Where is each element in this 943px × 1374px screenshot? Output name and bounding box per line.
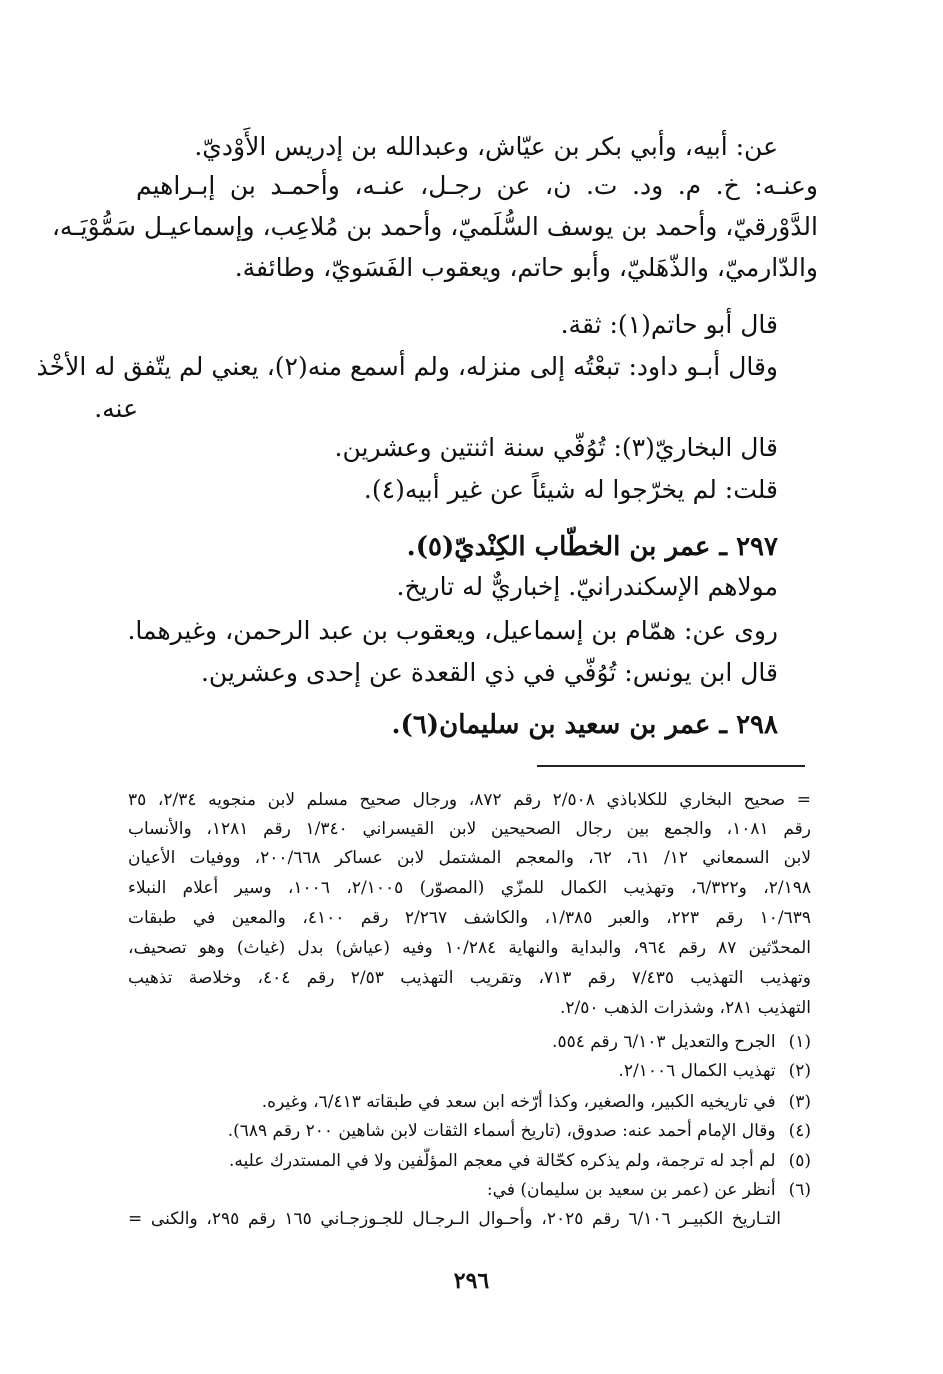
footnote-line: المحدّثين ٨٧ رقم ٩٦٤، والبداية والنهاية ١٠/٢٨٤ وفيه (عياش) بدل (غياث) وهو تصحيف، (128, 938, 811, 958)
footnote-item (552, 1030, 811, 1054)
text-line: عنه. (94, 394, 138, 423)
footnote-number: (٦) (788, 1180, 811, 1200)
entry-heading: ٢٩٨ ـ عمر بن سعيد بن سليمان(٦). (391, 710, 778, 740)
text-line: مولاهم الإسكندرانيّ. إخباريٌّ له تاريخ. (396, 572, 778, 601)
footnote-text: لم أجد له ترجمة، ولم يذكره كحّالة في معجم المؤلّفين ولا في المستدرك عليه. (229, 1151, 776, 1171)
footnote-item (228, 1119, 811, 1143)
footnote-text: تهذيب الكمال ٢/١٠٠٦. (618, 1061, 776, 1081)
text-line: قال أبو حاتم(١): ثقة. (560, 310, 778, 339)
footnote-line: ١٠/٦٣٩ رقم ٢٢٣، والعبر ١/٣٨٥، والكاشف ٢/٢٦٧ رقم ٤١٠٠، والمعين في طبقات (128, 908, 811, 928)
footnote-number: (١) (788, 1032, 811, 1052)
footnote-line: وتهذيب التهذيب ٧/٤٣٥ رقم ٧١٣، وتقريب التهذيب ٢/٥٣ رقم ٤٠٤، وخلاصة تذهيب (128, 968, 811, 988)
text-line: الدَّوْرقيّ، وأحمد بن يوسف السُّلَميّ، وأحمد بن مُلاعِب، وإسماعيـل سَمُّوْيَـه، (51, 212, 818, 241)
footnote-line: لابن السمعاني ١٢/ ٦١، ٦٢، والمعجم المشتمل لابن عساكر ٢٠٠/٦٦٨، ووفيات الأعيان (128, 848, 812, 868)
entry-heading: ٢٩٧ ـ عمر بن الخطّاب الكِنْديّ(٥). (406, 532, 778, 562)
footnote-number: (٢) (788, 1061, 811, 1081)
footnote-text: في تاريخيه الكبير، والصغير، وكذا أرّخه ابن سعد في طبقاته ٦/٤١٣، وغيره. (261, 1092, 776, 1112)
footnote-item (229, 1149, 811, 1173)
footnote-text: أنظر عن (عمر بن سعيد بن سليمان) في: (486, 1180, 776, 1200)
text-line: قلت: لم يخرّجوا له شيئاً عن غير أبيه(٤). (363, 475, 778, 504)
footnote-number: (٥) (788, 1151, 811, 1171)
text-line: روى عن: همّام بن إسماعيل، ويعقوب بن عبد الرحمن، وغيرهما. (127, 616, 778, 645)
footnote-number: (٤) (788, 1121, 811, 1141)
footnote-text: وقال الإمام أحمد عنه: صدوق، (تاريخ أسماء الثقات لابن شاهين ٢٠٠ رقم ٦٨٩). (227, 1121, 776, 1141)
footnote-line: = صحيح البخاري للكلاباذي ٢/٥٠٨ رقم ٨٧٢، ورجال صحيح مسلم لابن منجويه ٢/٣٤، ٣٥ (128, 790, 812, 810)
footnote-line: ٢/١٩٨، و٦/٣٢٢، وتهذيب الكمال للمزّي (المصوّر) ٢/١٠٠٥، ١٠٠٦، وسير أعلام النبلاء (128, 878, 812, 898)
footnote-item (618, 1059, 811, 1083)
footnote-number: (٣) (788, 1092, 811, 1112)
footnote-line: رقم ١٠٨١، والجمع بين رجال الصحيحين لابن القيسراني ١/٣٤٠ رقم ١٢٨١، والأنساب (128, 819, 811, 839)
text-line: عن: أبيه، وأبي بكر بن عيّاش، وعبدالله بن إدريس الأَوْديّ. (194, 132, 778, 161)
page-number: ٢٩٦ (453, 1268, 490, 1294)
footnote-line: التـاريخ الكبيـر ٦/١٠٦ رقم ٢٠٢٥، وأحـوال الـرجـال للجـوزجـاني ١٦٥ رقم ٢٩٥، والكنى = (128, 1209, 781, 1229)
footnote-item (487, 1178, 811, 1202)
text-line: وعنـه: خ. م. ود. ت. ن، عن رجـل، عنـه، وأحمـد بن إبـراهيم (136, 171, 818, 200)
text-line: قال البخاريّ(٣): تُوُفّي سنة اثنتين وعشرين. (334, 433, 778, 462)
footnote-text: الجرح والتعديل ٦/١٠٣ رقم ٥٥٤. (552, 1032, 776, 1052)
footnote-line: التهذيب ٢٨١، وشذرات الذهب ٢/٥٠. (559, 998, 811, 1018)
text-line: والدّارميّ، والذّهَليّ، وأبو حاتم، ويعقوب الفَسَويّ، وطائفة. (234, 253, 818, 282)
text-line: قال ابن يونس: تُوُفّي في ذي القعدة عن إحدى وعشرين. (200, 658, 778, 687)
footnote-separator (537, 765, 805, 767)
text-line: وقال أبـو داود: تبعْتُه إلى منزله، ولم أسمع منه(٢)، يعني لم يتّفق له الأخْذ (36, 352, 778, 381)
footnote-item (262, 1090, 811, 1114)
